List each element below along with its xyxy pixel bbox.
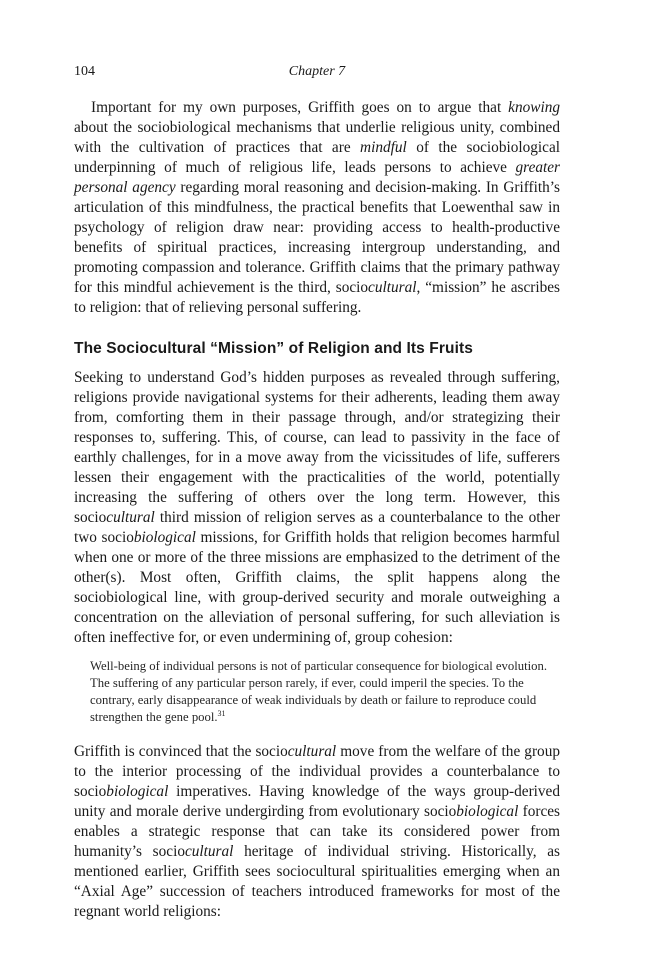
paragraph-counterbalance: Griffith is convinced that the sociocultural move from the welfare of the group to the interior processing of the individual provides a counterbalance to sociobiological imperatives. Having knowledge of the ways group-derived unity and morale derive undergirding from evolutionary sociobiological forces enables a strategic response that can take its considered power from humanity’s sociocultural heritage of individual striving. Historically, as mentioned earlier, Griffith sees sociocultural spiritualities emerging when an “Axial Age” succession of teachers introduced frameworks for most of the regnant world religions: <box>74 743 560 920</box>
book-page <box>74 64 560 922</box>
section-heading: The Sociocultural “Mission” of Religion and Its Fruits <box>74 340 473 357</box>
chapter-label: Chapter 7 <box>288 64 346 79</box>
paragraph-griffith-knowing: Important for my own purposes, Griffith goes on to argue that knowing about the sociobiological mechanisms that underlie religious unity, combined with the cultivation of practices that are mindful of the sociobiological underpinning of much of religious life, leads persons to achieve greater personal agency regarding moral reasoning and decision-making. In Griffith’s articulation of this mindfulness, the practical benefits that Loewenthal saw in psychology of religion draw near: providing access to health-productive benefits of spiritual practices, increasing intergroup understanding, and promoting compassion and tolerance. Griffith claims that the primary pathway for this mindful achievement is the third, sociocultural, “mission” he ascribes to religion: that of relieving personal suffering. <box>74 99 560 316</box>
running-head <box>74 64 560 86</box>
paragraph-sociocultural-mission: Seeking to understand God’s hidden purposes as revealed through suffering, religions provide navigational systems for their adherents, leading them away from, comforting them in their passage through, and/or strategizing their responses to, suffering. This, of course, can lead to passivity in the face of earthly challenges, for in a move away from the vicissitudes of life, sufferers lessen their engagement with the practicalities of the world, potentially increasing the suffering of others over the long term. However, this sociocultural third mission of religion serves as a counterbalance to the other two sociobiological missions, for Griffith holds that religion becomes harmful when one or more of the three missions are emphasized to the detriment of the other(s). Most often, Griffith claims, the split happens along the sociobiological line, with group-derived security and morale outweighing a concentration on the alleviation of personal suffering, for such alleviation is often ineffective for, or even undermining of, group cohesion: <box>74 369 560 646</box>
block-quotation: Well-being of individual persons is not of particular consequence for biological evolution. The suffering of any particular person rarely, if ever, could imperil the species. To the contrary, early disappearance of weak individuals by death or failure to reproduce could strengthen the gene pool.$^{31}$ <box>90 659 548 724</box>
page-number: 104 <box>74 64 95 79</box>
footnote-marker: 31 <box>217 708 226 718</box>
